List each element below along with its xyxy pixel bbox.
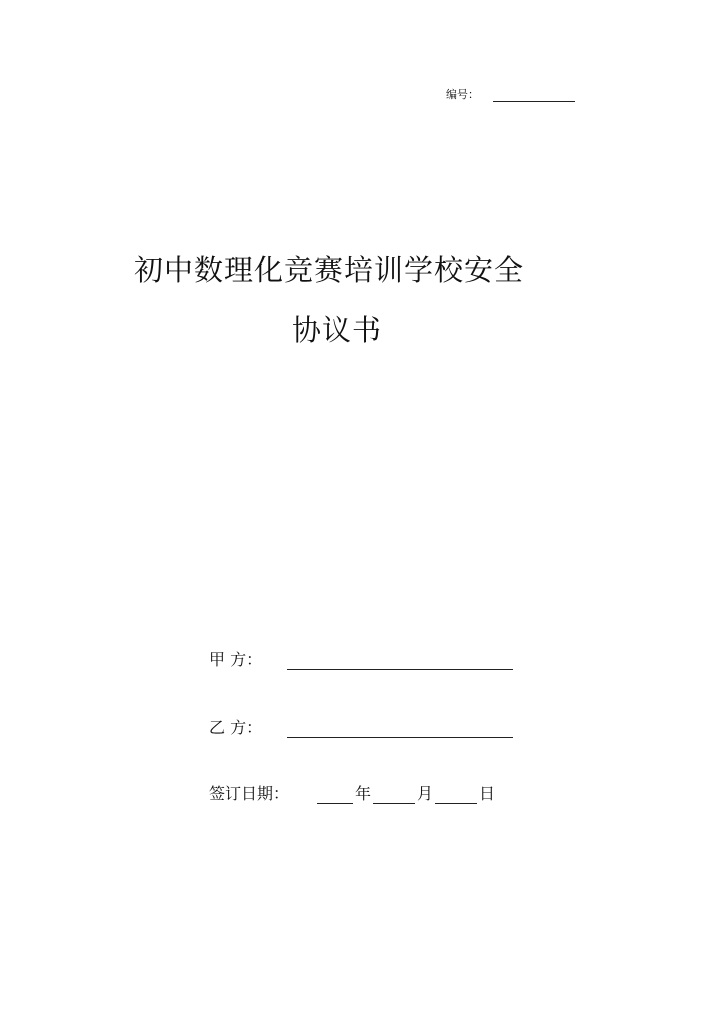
month-unit: 月 — [417, 784, 434, 803]
day-unit: 日 — [479, 784, 496, 803]
sign-date-label: 签订日期： — [209, 784, 290, 803]
month-blank[interactable] — [373, 786, 415, 804]
party-b-row — [209, 718, 513, 738]
document-number-blank[interactable] — [493, 89, 575, 102]
party-a-label: 甲 方： — [209, 650, 263, 669]
party-b-label: 乙 方： — [209, 718, 263, 737]
year-unit: 年 — [355, 784, 372, 803]
party-a-row — [209, 650, 513, 670]
document-number — [446, 88, 575, 102]
party-a-blank[interactable] — [287, 652, 513, 670]
sign-date-row — [209, 784, 497, 804]
document-title-line-2: 协议书 — [292, 313, 383, 347]
party-b-blank[interactable] — [287, 720, 513, 738]
day-blank[interactable] — [435, 786, 477, 804]
document-number-label: 编号： — [446, 88, 479, 101]
document-title-line-1: 初中数理化竞赛培训学校安全 — [134, 253, 525, 287]
year-blank[interactable] — [317, 786, 353, 804]
